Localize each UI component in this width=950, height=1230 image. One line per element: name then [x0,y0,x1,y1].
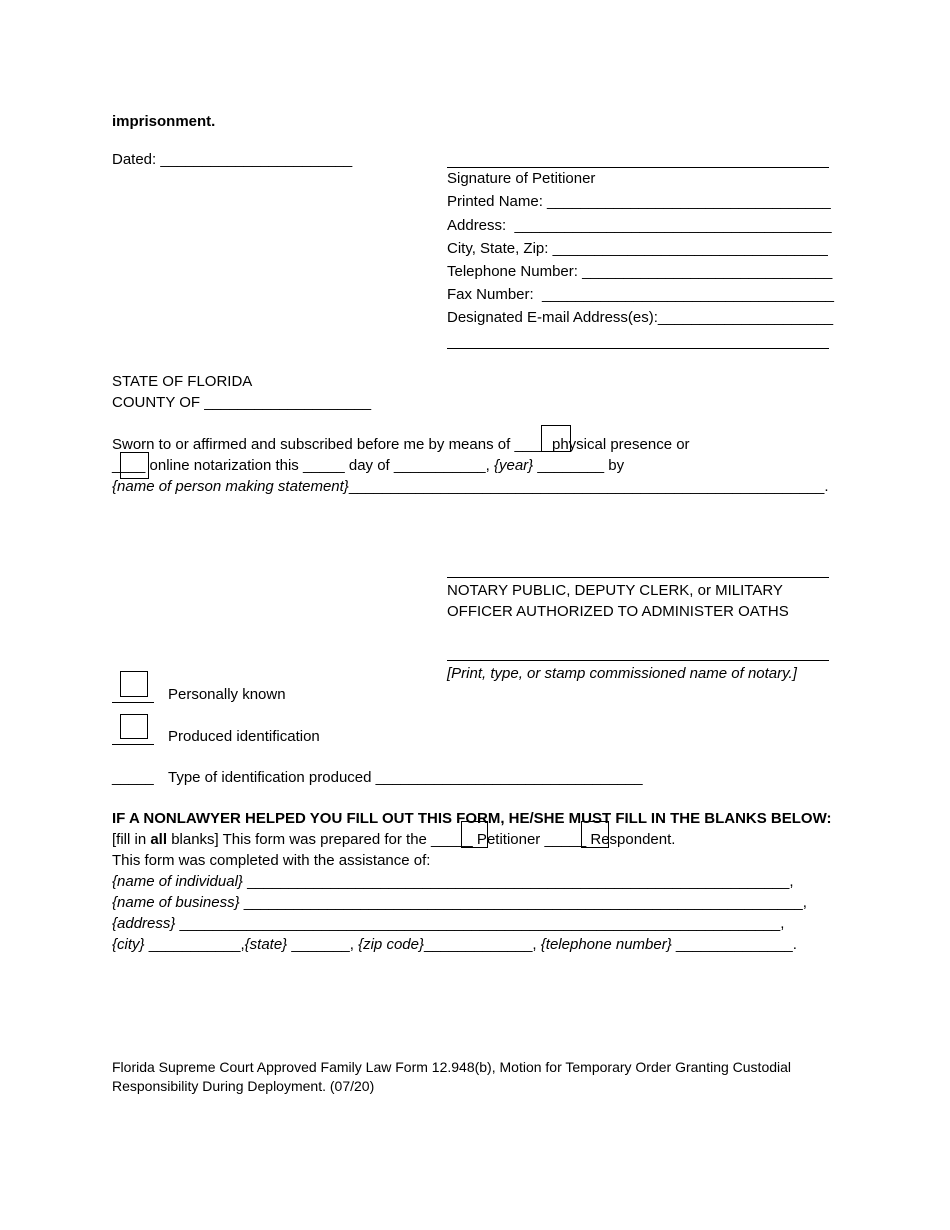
fill-text-b: blanks] This form was prepared for the [167,831,432,848]
person-name-label: {name of person making statement} [112,478,349,495]
produced-id-checkbox[interactable] [120,714,148,739]
petitioner-label: Petitioner [472,831,545,848]
notary-title-1: NOTARY PUBLIC, DEPUTY CLERK, or MILITARY [447,582,783,599]
petitioner-checkbox[interactable] [461,821,488,848]
business-line: ___________________________________________________________________, [239,894,807,911]
fill-bold: all [150,831,168,848]
physical-presence-checkbox[interactable] [541,425,571,452]
sworn-line-3[interactable] [112,477,829,497]
fax-field[interactable]: Fax Number: ___________________________________ [447,286,835,303]
phone-label: {telephone number} [540,936,672,953]
notary-title-2: OFFICER AUTHORIZED TO ADMINISTER OATHS [447,603,789,620]
zip-line: _____________, [423,936,541,953]
person-name-line: _________________________________________________________. [348,478,829,495]
email-field[interactable]: Designated E-mail Address(es):_____________________ [447,309,834,326]
business-field[interactable] [112,893,807,913]
id-type-blank[interactable]: _____ [112,769,154,786]
address-field[interactable]: Address: ______________________________________ [447,217,832,234]
nonlawyer-address-field[interactable] [112,914,784,934]
city-line: ___________, [144,936,245,953]
notary-name-line[interactable] [447,660,829,661]
footer-line-2: Responsibility During Deployment. (07/20) [112,1078,375,1094]
sworn-line-1 [112,435,690,455]
produced-id-blank [112,744,154,745]
online-notarization-blank: ____ [112,457,146,474]
year-label: {year} [493,457,534,474]
individual-field[interactable] [112,872,794,892]
state-label: STATE OF FLORIDA [112,373,253,390]
sworn-text-c: online notarization this _____ day of ___________, [145,457,494,474]
fill-text-a: [fill in [112,831,151,848]
signature-line[interactable] [447,167,829,168]
petitioner-blank: _____ [431,831,473,848]
physical-presence-blank: ____ [514,436,548,453]
respondent-checkbox[interactable] [581,821,609,848]
individual-line: _________________________________________________________________, [242,873,794,890]
personally-known-checkbox[interactable] [120,671,148,697]
city-label: {city} [112,936,145,953]
nonlawyer-address-label: {address} [112,915,176,932]
notary-print-name-label: [Print, type, or stamp commissioned name of notary.] [447,665,797,682]
sworn-text-a: Sworn to or affirmed and subscribed before me by means of [112,436,515,453]
sworn-text-d: ________ by [533,457,625,474]
printed-name-field[interactable]: Printed Name: __________________________________ [447,193,831,210]
email-extra-line[interactable] [447,348,829,349]
city-state-zip-phone-field[interactable] [112,935,797,955]
individual-label: {name of individual} [112,873,243,890]
county-field[interactable]: COUNTY OF ____________________ [112,394,372,411]
notary-signature-line[interactable] [447,577,829,578]
respondent-label: Respondent. [586,831,676,848]
phone-line: ______________. [671,936,797,953]
business-label: {name of business} [112,894,240,911]
produced-id-label: Produced identification [168,728,320,745]
dated-field[interactable]: Dated: _______________________ [112,151,353,168]
telephone-field[interactable]: Telephone Number: ______________________________ [447,263,833,280]
imprisonment-text: imprisonment. [112,113,216,130]
online-notarization-checkbox[interactable] [120,452,149,479]
completed-with-label: This form was completed with the assistance of: [112,852,431,869]
state-label-nl: {state} [244,936,288,953]
personally-known-blank [112,702,154,703]
city-state-zip-field[interactable]: City, State, Zip: _________________________________ [447,240,828,257]
respondent-blank: _____ [544,831,587,848]
zip-label: {zip code} [358,936,424,953]
nonlawyer-address-line: ________________________________________________________________________, [175,915,785,932]
id-type-field[interactable]: Type of identification produced ________________________________ [168,769,643,786]
nonlawyer-heading: IF A NONLAWYER HELPED YOU FILL OUT THIS FORM, HE/SHE MUST FILL IN THE BLANKS BELOW: [112,810,832,827]
footer-line-1: Florida Supreme Court Approved Family Law Form 12.948(b), Motion for Temporary Order Granting Custodial [112,1059,792,1075]
personally-known-label: Personally known [168,686,286,703]
state-line: _______, [287,936,359,953]
signature-label: Signature of Petitioner [447,170,596,187]
sworn-line-2 [112,456,624,476]
sworn-text-b: physical presence or [547,436,690,453]
